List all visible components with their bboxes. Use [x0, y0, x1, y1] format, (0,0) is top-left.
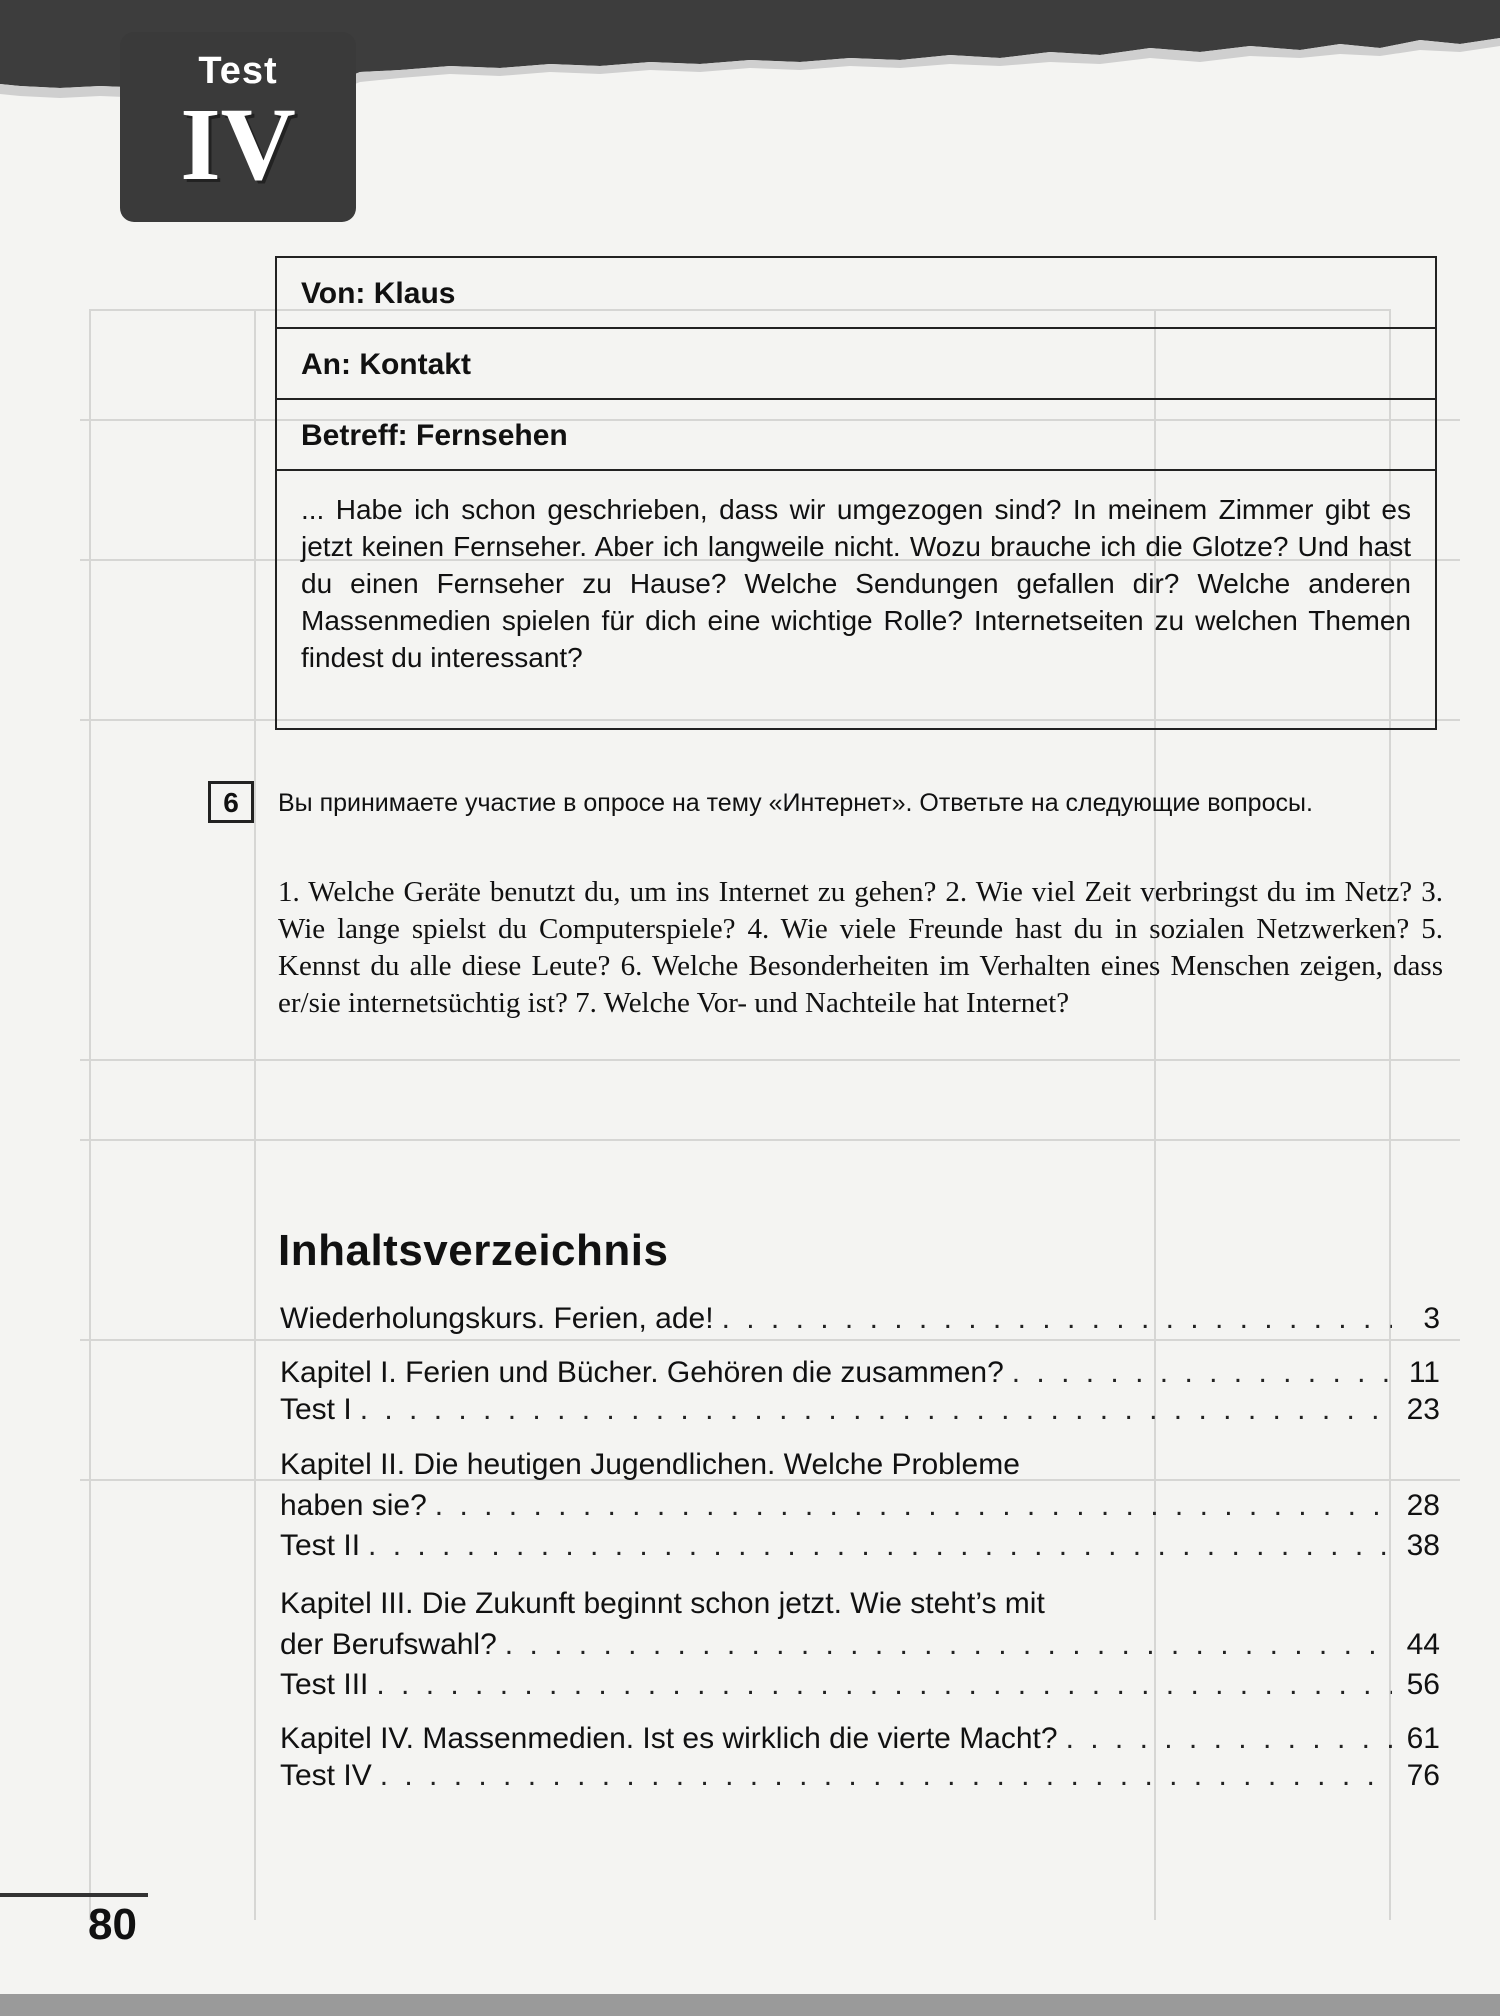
toc-entry[interactable]: [280, 1446, 1440, 1524]
email-subject: Betreff: Fernsehen: [277, 400, 1435, 471]
toc-entry-page: 38: [1406, 1529, 1440, 1562]
toc-leader-dots: [505, 1626, 1392, 1663]
toc-leader-dots: [368, 1527, 1392, 1564]
toc-entry-page: 23: [1406, 1393, 1440, 1426]
badge-numeral: IV: [180, 87, 296, 202]
task-instruction: Вы принимаете участие в опросе на тему «Интернет». Ответьте на следующие вопросы.: [278, 789, 1313, 817]
toc-entry-title: Test III: [280, 1668, 369, 1701]
toc-entry[interactable]: [280, 1391, 1440, 1428]
toc-entry[interactable]: [280, 1720, 1440, 1757]
toc-entry-title: Kapitel IV. Massenmedien. Ist es wirklich die vierte Macht?: [280, 1722, 1058, 1755]
email-to: An: Kontakt: [277, 329, 1435, 400]
task-questions: 1. Welche Geräte benutzt du, um ins Internet zu gehen? 2. Wie viel Zeit verbringst du im Netz? 3. Wie lange spielst du Computerspiele? 4. Wie viele Freunde hast du in sozialen Netzwerken? 5. Kennst du alle diese Leute? 6. Welche Besonderheiten im Verhalten eines Menschen zeigen, dass er/sie internetsüchtig ist? 7. Welche Vor- und Nachteile hat Internet?: [278, 876, 1443, 1019]
toc-entry-title: Test II: [280, 1529, 361, 1562]
toc-entry[interactable]: [280, 1354, 1440, 1391]
toc-leader-dots: [722, 1300, 1392, 1337]
toc-leader-dots: [376, 1666, 1392, 1703]
toc-entry-page: 56: [1406, 1668, 1440, 1701]
toc-leader-dots: [360, 1391, 1392, 1428]
toc-title: Inhaltsverzeichnis: [278, 1226, 669, 1275]
task-number: 6: [208, 781, 254, 823]
email-box: [275, 256, 1437, 730]
email-body: ... Habe ich schon geschrieben, dass wir umgezogen sind? In meinem Zimmer gibt es jetzt keinen Fernseher. Aber ich langweile nicht. Wozu brauche ich die Glotze? Und hast du einen Fernseher zu Hause? Welche Sendungen gefallen dir? Welche anderen Massenmedien spielen für dich eine wichtige Rolle? Internetseiten zu welchen Themen findest du interessant?: [301, 494, 1411, 673]
toc-entry-page: 28: [1406, 1489, 1440, 1522]
page-number-rule: [0, 1893, 148, 1897]
table-of-contents: [280, 1300, 1440, 1794]
toc-entry-title: Wiederholungskurs. Ferien, ade!: [280, 1302, 714, 1335]
toc-leader-dots: [1066, 1720, 1392, 1757]
toc-entry-title: haben sie?: [280, 1489, 427, 1522]
toc-entry[interactable]: [280, 1300, 1440, 1337]
toc-entry-title: Test IV: [280, 1759, 372, 1792]
page-number: 80: [88, 1900, 137, 1949]
toc-entry-page: 61: [1406, 1722, 1440, 1755]
toc-entry-page: 76: [1406, 1759, 1440, 1792]
toc-entry-title: Kapitel I. Ferien und Bücher. Gehören die zusammen?: [280, 1356, 1004, 1389]
toc-entry[interactable]: [280, 1757, 1440, 1794]
test-badge: [120, 32, 356, 222]
toc-entry-title: Test I: [280, 1393, 352, 1426]
email-from: Von: Klaus: [277, 258, 1435, 329]
toc-leader-dots: [380, 1757, 1392, 1794]
toc-entry[interactable]: [280, 1527, 1440, 1564]
badge-label: Test: [198, 50, 278, 92]
toc-entry-page: 11: [1408, 1356, 1440, 1389]
toc-leader-dots: [435, 1487, 1392, 1524]
toc-entry[interactable]: [280, 1666, 1440, 1703]
toc-entry-page: 44: [1406, 1628, 1440, 1661]
toc-entry[interactable]: [280, 1585, 1440, 1663]
torn-paper-footer: [0, 1994, 1500, 2016]
toc-entry-title: der Berufswahl?: [280, 1628, 497, 1661]
toc-leader-dots: [1012, 1354, 1392, 1391]
toc-entry-page: 3: [1423, 1302, 1440, 1335]
toc-entry-title-line1: Kapitel II. Die heutigen Jugendlichen. Welche Probleme: [280, 1448, 1020, 1481]
toc-entry-title-line1: Kapitel III. Die Zukunft beginnt schon jetzt. Wie steht’s mit: [280, 1587, 1045, 1620]
toc-entry-line2: [280, 1487, 1440, 1524]
toc-entry-line2: [280, 1626, 1440, 1663]
